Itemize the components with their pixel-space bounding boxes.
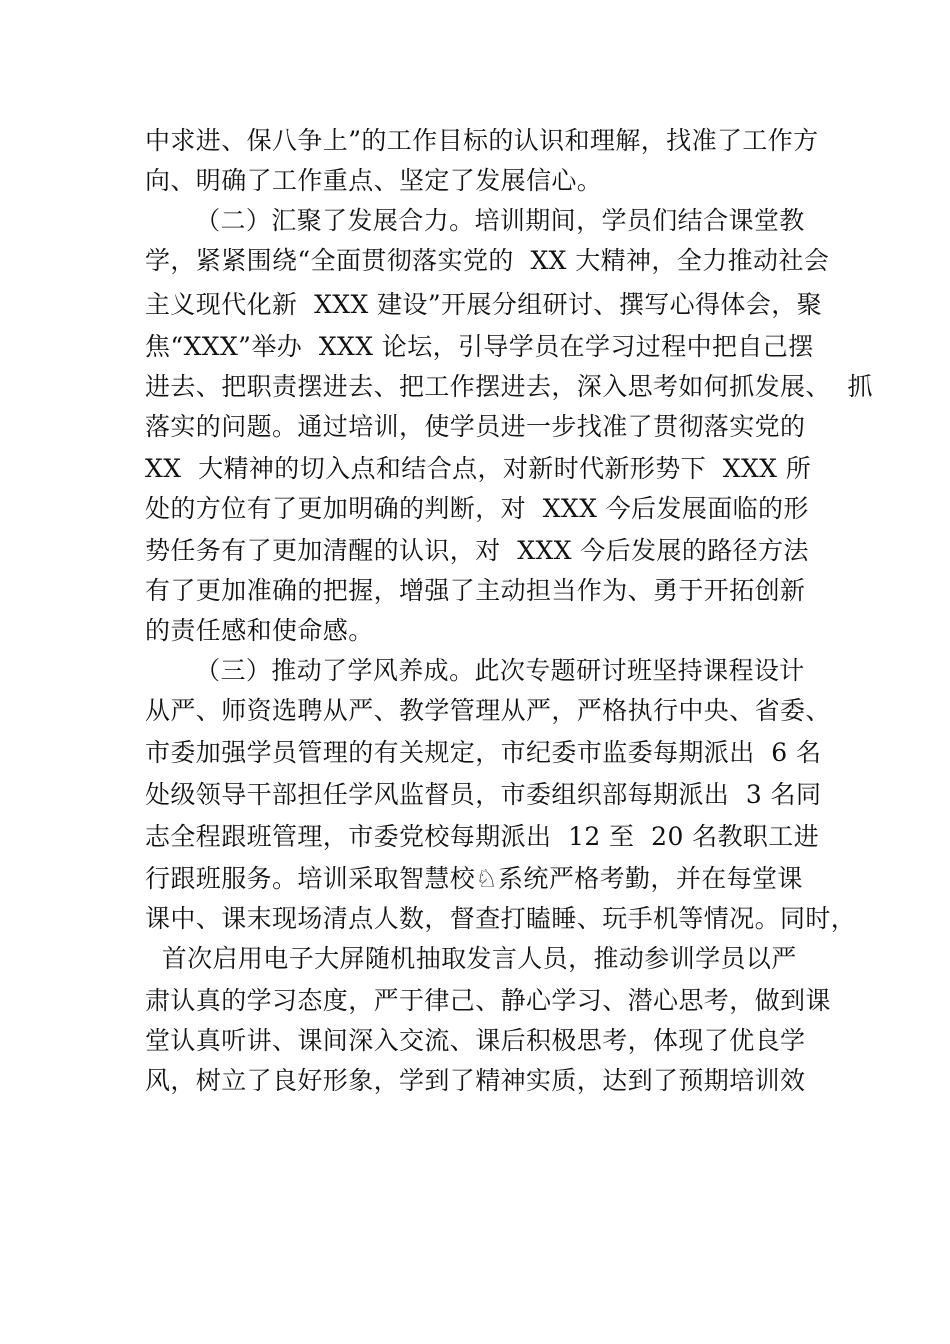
text-line: 风，树立了良好形象，学到了精神实质，达到了预期培训效 [145, 1066, 806, 1095]
text-line: 有了更加准确的把握，增强了主动担当作为、勇于开拓创新 [145, 576, 806, 605]
text-line: （二）汇聚了发展合力。培训期间，学员们结合课堂教 [145, 206, 805, 235]
text-line: （三）推动了学风养成。此次专题研讨班坚持课程设计 [145, 656, 805, 685]
text-line: 进去、把职责摆进去、把工作摆进去，深入思考如何抓发展、 抓 [145, 372, 873, 401]
text-line: 市委加强学员管理的有关规定，市纪委市监委每期派出 6 名 [145, 738, 822, 767]
text-line: 处的方位有了更加明确的判断，对 XXX 今后发展面临的形 [145, 494, 809, 523]
text-line: 向、明确了工作重点、坚定了发展信心。 [145, 166, 603, 195]
text-line: 焦“XXX”举办 XXX 论坛，引导学员在学习过程中把自己摆 [145, 332, 814, 361]
text-line: 堂认真听讲、课间深入交流、课后积极思考，体现了优良学 [145, 1026, 806, 1055]
text-line: XX 大精神的切入点和结合点，对新时代新形势下 XXX 所 [145, 454, 812, 483]
text-line: 肃认真的学习态度，严于律己、静心学习、潜心思考，做到课 [145, 986, 831, 1015]
text-line: 课中、课末现场清点人数，督查打瞌睡、玩手机等情况。同时， [145, 904, 857, 933]
text-line: 的责任感和使命感。 [145, 616, 374, 645]
text-line: 学，紧紧围绕“全面贯彻落实党的 XX 大精神，全力推动社会 [145, 246, 830, 275]
text-line: 志全程跟班管理，市委党校每期派出 12 至 20 名教职工进 [145, 822, 820, 851]
text-line: 中求进、保八争上”的工作目标的认识和理解，找准了工作方 [145, 126, 819, 155]
text-line: 从严、师资选聘从严、教学管理从严，严格执行中央、省委、 [145, 696, 831, 725]
text-line: 势任务有了更加清醒的认识，对 XXX 今后发展的路径方法 [145, 536, 809, 565]
text-line: 行跟班服务。培训采取智慧校♘系统严格考勤，并在每堂课 [145, 864, 803, 893]
text-line: 落实的问题。通过培训，使学员进一步找准了贯彻落实党的 [145, 412, 806, 441]
text-line: 处级领导干部担任学风监督员，市委组织部每期派出 3 名同 [145, 780, 822, 809]
text-line: 首次启用电子大屏随机抽取发言人员，推动参训学员以严 [145, 944, 797, 973]
text-line: 主义现代化新 XXX 建设”开展分组研讨、撰写心得体会，聚 [145, 290, 823, 319]
